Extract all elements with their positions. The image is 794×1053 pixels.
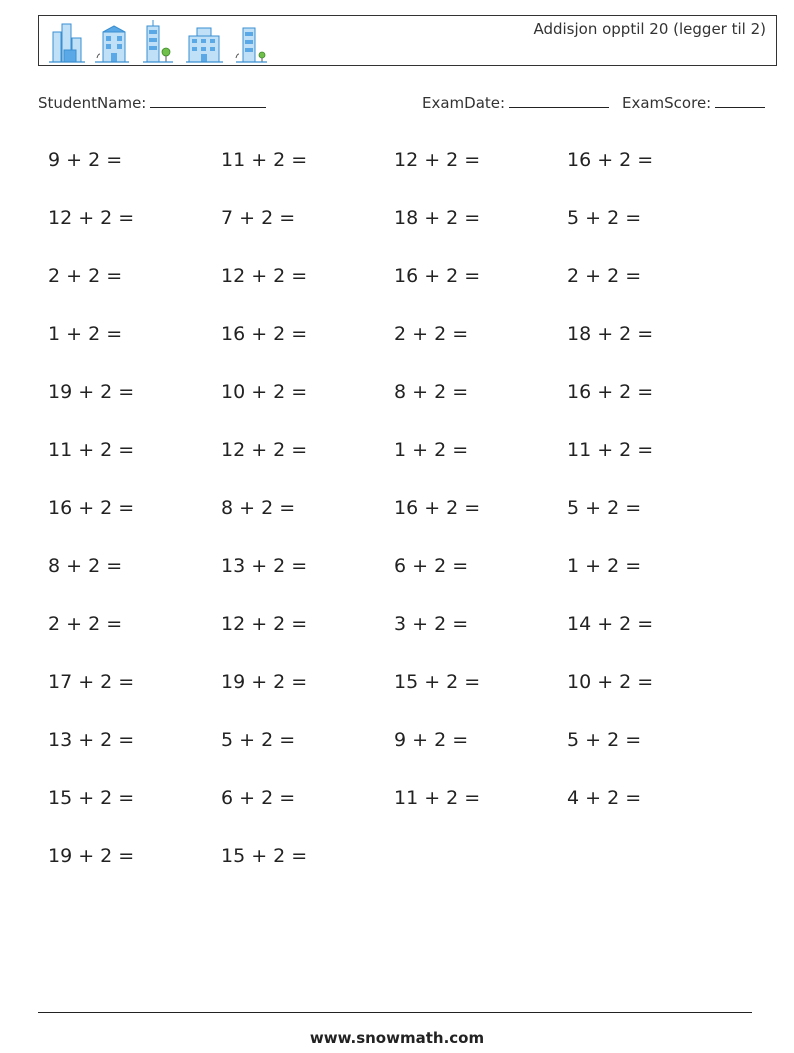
problem-item: 1 + 2 =	[48, 323, 123, 345]
problem-item: 16 + 2 =	[48, 497, 135, 519]
tower-with-tree-icon	[139, 20, 175, 64]
problem-item: 12 + 2 =	[221, 613, 308, 635]
office-buildings-icon	[49, 20, 85, 64]
problem-item: 18 + 2 =	[567, 323, 654, 345]
problem-item: 7 + 2 =	[221, 207, 296, 229]
problem-item: 11 + 2 =	[48, 439, 135, 461]
problem-item: 2 + 2 =	[394, 323, 469, 345]
problem-item: 11 + 2 =	[221, 149, 308, 171]
problem-item: 2 + 2 =	[48, 613, 123, 635]
problem-item: 10 + 2 =	[567, 671, 654, 693]
problem-item: 12 + 2 =	[394, 149, 481, 171]
problem-item: 16 + 2 =	[394, 265, 481, 287]
problem-item: 15 + 2 =	[394, 671, 481, 693]
exam-date-label: ExamDate:	[422, 94, 506, 112]
problem-item: 18 + 2 =	[394, 207, 481, 229]
footer-divider	[38, 1012, 752, 1013]
footer-site: www.snowmath.com	[309, 1029, 485, 1047]
problem-item: 9 + 2 =	[48, 149, 123, 171]
problem-item: 12 + 2 =	[221, 265, 308, 287]
problem-item: 5 + 2 =	[567, 207, 642, 229]
exam-date-blank[interactable]	[509, 93, 609, 108]
problem-item: 11 + 2 =	[394, 787, 481, 809]
problem-item: 10 + 2 =	[221, 381, 308, 403]
problem-item: 16 + 2 =	[221, 323, 308, 345]
problem-item: 6 + 2 =	[221, 787, 296, 809]
worksheet-title: Addisjon opptil 20 (legger til 2)	[533, 20, 766, 38]
exam-score-blank[interactable]	[715, 93, 765, 108]
problem-item: 19 + 2 =	[48, 381, 135, 403]
exam-score-field	[622, 93, 765, 112]
problem-item: 14 + 2 =	[567, 613, 654, 635]
problem-item: 12 + 2 =	[221, 439, 308, 461]
header-box	[38, 15, 777, 66]
problem-item: 8 + 2 =	[48, 555, 123, 577]
problem-item: 12 + 2 =	[48, 207, 135, 229]
problem-item: 5 + 2 =	[567, 729, 642, 751]
problem-item: 15 + 2 =	[48, 787, 135, 809]
problem-item: 13 + 2 =	[221, 555, 308, 577]
problem-item: 11 + 2 =	[567, 439, 654, 461]
exam-date-field	[422, 93, 609, 112]
problem-item: 19 + 2 =	[221, 671, 308, 693]
student-name-field	[38, 93, 266, 112]
problem-item: 17 + 2 =	[48, 671, 135, 693]
problem-item: 2 + 2 =	[567, 265, 642, 287]
student-name-label: StudentName:	[38, 94, 147, 112]
small-tower-with-tree-icon	[233, 20, 269, 64]
problem-item: 16 + 2 =	[567, 381, 654, 403]
problem-item: 2 + 2 =	[48, 265, 123, 287]
problem-item: 6 + 2 =	[394, 555, 469, 577]
problem-item: 4 + 2 =	[567, 787, 642, 809]
problem-item: 5 + 2 =	[221, 729, 296, 751]
problem-item: 8 + 2 =	[394, 381, 469, 403]
wide-building-icon	[185, 20, 225, 64]
problem-item: 3 + 2 =	[394, 613, 469, 635]
problem-item: 16 + 2 =	[567, 149, 654, 171]
problem-item: 8 + 2 =	[221, 497, 296, 519]
problem-item: 13 + 2 =	[48, 729, 135, 751]
exam-score-label: ExamScore:	[622, 94, 712, 112]
problem-item: 1 + 2 =	[567, 555, 642, 577]
student-name-blank[interactable]	[150, 93, 266, 108]
problem-item: 5 + 2 =	[567, 497, 642, 519]
problem-item: 1 + 2 =	[394, 439, 469, 461]
problem-item: 9 + 2 =	[394, 729, 469, 751]
problem-item: 16 + 2 =	[394, 497, 481, 519]
apartment-building-icon	[93, 20, 129, 64]
problem-item: 19 + 2 =	[48, 845, 135, 867]
problem-item: 15 + 2 =	[221, 845, 308, 867]
